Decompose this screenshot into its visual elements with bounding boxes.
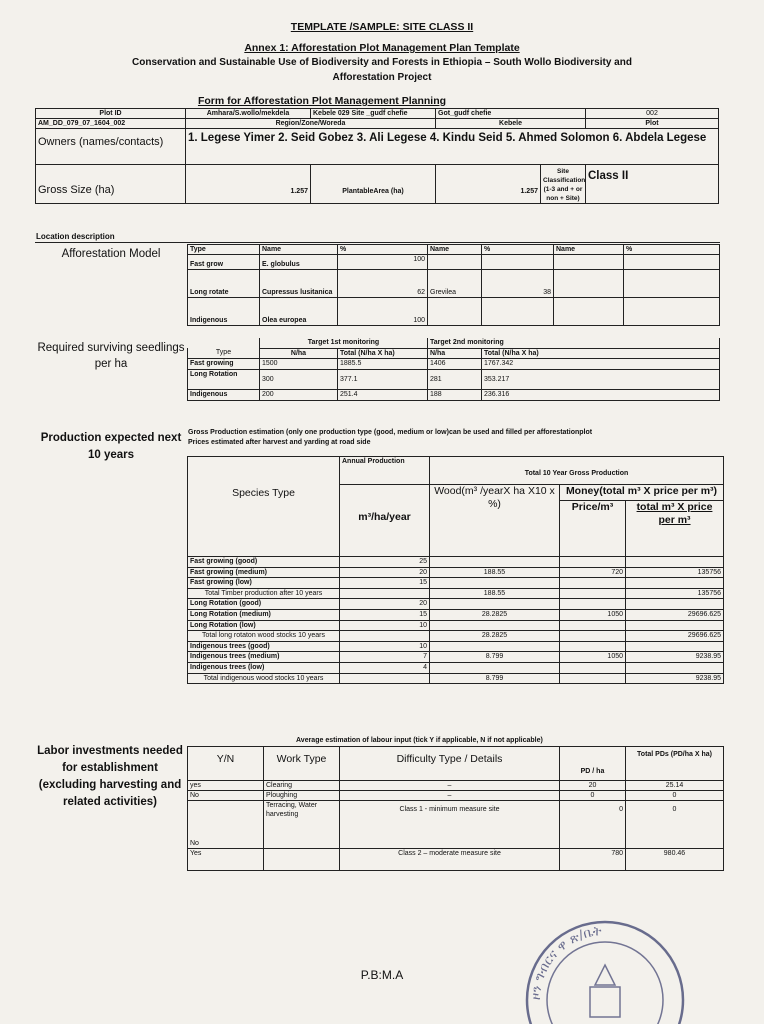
stamp-text: ዞን ግብርና ዋ ጽ/ቤት xyxy=(528,923,603,1001)
seedling-type: Long Rotation xyxy=(188,369,260,389)
labor-table xyxy=(187,746,724,871)
production-note: Gross Production estimation (only one production type (good, medium or low)can be used and filled per afforestationplot Prices estimated after harvest and yarding at road side xyxy=(188,429,593,446)
model-pct xyxy=(624,255,720,270)
labor-difficulty: Class 1 - minimum measure site xyxy=(340,801,560,849)
model-name: Olea europea xyxy=(260,298,338,326)
production-row-label: Total long rotaton wood stocks 10 years xyxy=(188,631,340,642)
model-pct: 62 xyxy=(338,270,428,298)
official-stamp-icon xyxy=(520,905,690,1024)
nha-header-2: N/ha xyxy=(428,348,482,358)
table-row xyxy=(188,255,720,270)
model-name xyxy=(428,298,482,326)
labor-pd: 0 xyxy=(560,801,626,849)
production-row-label: Long Rotation (low) xyxy=(188,620,340,631)
production-annual: 20 xyxy=(340,567,430,578)
table-row xyxy=(188,781,724,791)
seedling-n2: 188 xyxy=(428,389,482,400)
table-row xyxy=(188,599,724,610)
production-row-label: Long Rotation (medium) xyxy=(188,609,340,620)
kebele-label: Kebele xyxy=(436,119,586,129)
site-name: Got_gudf chefie xyxy=(436,109,586,119)
production-wood: 188.55 xyxy=(430,588,560,599)
production-wood: 8.799 xyxy=(430,652,560,663)
model-header-type: Type xyxy=(188,245,260,255)
labor-work: Ploughing xyxy=(264,791,340,801)
difficulty-header: Difficulty Type / Details xyxy=(340,747,560,781)
total-price-header: total m³ X price per m³ xyxy=(626,501,724,557)
model-name: Cupressus lusitanica xyxy=(260,270,338,298)
production-price xyxy=(560,631,626,642)
table-row xyxy=(188,389,720,400)
production-row-label: Indigenous trees (medium) xyxy=(188,652,340,663)
production-annual xyxy=(340,673,430,684)
seedling-t2: 353.217 xyxy=(482,369,720,389)
seedling-n1: 300 xyxy=(260,369,338,389)
model-name xyxy=(554,298,624,326)
location-description-label: Location description xyxy=(36,232,115,241)
production-wood: 28.2825 xyxy=(430,609,560,620)
model-pct xyxy=(482,298,554,326)
labor-total: 0 xyxy=(626,791,724,801)
model-header-name-3: Name xyxy=(554,245,624,255)
model-name xyxy=(554,270,624,298)
production-annual: 10 xyxy=(340,641,430,652)
m3-ha-year-header: m³/ha/year xyxy=(340,485,430,557)
owners-label: Owners (names/contacts) xyxy=(36,129,186,165)
site-class-value: Class II xyxy=(586,165,719,204)
production-annual: 10 xyxy=(340,620,430,631)
production-price xyxy=(560,620,626,631)
yn-header: Y/N xyxy=(188,747,264,781)
plantable-area-label: PlantableArea (ha) xyxy=(311,165,436,204)
project-line-2: Afforestation Project xyxy=(332,72,432,83)
owners-value: 1. Legese Yimer 2. Seid Gobez 3. Ali Legese 4. Kindu Seid 5. Ahmed Solomon 6. Abdela Legese xyxy=(186,129,719,165)
labor-difficulty: – xyxy=(340,781,560,791)
labor-difficulty: – xyxy=(340,791,560,801)
labor-pd: 0 xyxy=(560,791,626,801)
seedling-t2: 236.316 xyxy=(482,389,720,400)
production-row-label: Total Timber production after 10 years xyxy=(188,588,340,599)
seedling-n1: 200 xyxy=(260,389,338,400)
production-wood xyxy=(430,578,560,589)
production-wood xyxy=(430,641,560,652)
footer-text: P.B:M.A xyxy=(360,968,404,982)
pd-ha-header: PD / ha xyxy=(560,747,626,781)
production-row-label: Fast growing (low) xyxy=(188,578,340,589)
total-pds-header: Total PDs (PD/ha X ha) xyxy=(626,747,724,781)
model-name xyxy=(428,255,482,270)
region-label: Region/Zone/Woreda xyxy=(186,119,436,129)
plot-info-table xyxy=(35,108,719,204)
production-annual xyxy=(340,631,430,642)
table-row xyxy=(188,609,724,620)
labor-pd: 780 xyxy=(560,849,626,871)
total-header-1: Total (N/ha X ha) xyxy=(338,348,428,358)
production-price xyxy=(560,588,626,599)
seedling-t1: 377.1 xyxy=(338,369,428,389)
production-total: 9238.95 xyxy=(626,652,724,663)
model-pct xyxy=(482,255,554,270)
production-annual: 15 xyxy=(340,578,430,589)
production-row-label: Fast growing (good) xyxy=(188,557,340,568)
labor-pd: 20 xyxy=(560,781,626,791)
seedling-t1: 251.4 xyxy=(338,389,428,400)
production-price xyxy=(560,557,626,568)
seedling-t1: 1885.5 xyxy=(338,358,428,369)
model-type: Fast grow xyxy=(188,255,260,270)
model-pct: 100 xyxy=(338,255,428,270)
gross-size-label: Gross Size (ha) xyxy=(36,165,186,204)
nha-header-1: N/ha xyxy=(260,348,338,358)
production-price xyxy=(560,578,626,589)
model-type: Long rotate xyxy=(188,270,260,298)
model-header-pct-3: % xyxy=(624,245,720,255)
seedlings-table xyxy=(187,338,720,401)
svg-text:ዞን ግብርና ዋ ጽ/ቤት xyxy=(529,924,603,1000)
seedling-type: Indigenous xyxy=(188,389,260,400)
labor-yn: No xyxy=(188,791,264,801)
production-annual: 25 xyxy=(340,557,430,568)
production-rows xyxy=(188,557,724,684)
template-label: TEMPLATE /SAMPLE: SITE CLASS II xyxy=(290,21,474,33)
table-row xyxy=(188,358,720,369)
model-header-pct-1: % xyxy=(338,245,428,255)
labor-yn: No xyxy=(188,801,264,849)
table-row xyxy=(188,641,724,652)
production-total: 135756 xyxy=(626,567,724,578)
seedling-type: Fast growing xyxy=(188,358,260,369)
production-row-label: Indigenous trees (good) xyxy=(188,641,340,652)
model-pct xyxy=(624,270,720,298)
production-total: 29696.625 xyxy=(626,631,724,642)
form-title: Form for Afforestation Plot Management Planning xyxy=(197,95,447,107)
table-row xyxy=(188,298,720,326)
annex-title: Annex 1: Afforestation Plot Management Plan Template xyxy=(244,42,520,54)
kebele-code: Kebele 029 Site _gudf chefie xyxy=(311,109,436,119)
production-total xyxy=(626,641,724,652)
production-price xyxy=(560,662,626,673)
labor-work: Terracing, Water harvesting xyxy=(264,801,340,849)
labor-total: 980.46 xyxy=(626,849,724,871)
production-price: 1050 xyxy=(560,652,626,663)
table-row xyxy=(188,631,724,642)
model-header-pct-2: % xyxy=(482,245,554,255)
seedlings-type-header: Type xyxy=(188,348,260,358)
model-pct: 100 xyxy=(338,298,428,326)
labor-total: 25.14 xyxy=(626,781,724,791)
target-2-header: Target 2nd monitoring xyxy=(428,338,720,348)
production-label: Production expected next 10 years xyxy=(40,432,182,461)
target-1-header: Target 1st monitoring xyxy=(260,338,428,348)
seedlings-label: Required surviving seedlings per ha xyxy=(37,342,185,370)
seedling-n1: 1500 xyxy=(260,358,338,369)
price-header: Price/m³ xyxy=(560,501,626,557)
production-total xyxy=(626,662,724,673)
labor-yn: yes xyxy=(188,781,264,791)
total-gross-header: Total 10 Year Gross Production xyxy=(430,457,724,485)
species-type-header: Species Type xyxy=(188,457,340,557)
production-annual: 20 xyxy=(340,599,430,610)
model-name: E. globulus xyxy=(260,255,338,270)
labor-total: 0 xyxy=(626,801,724,849)
production-annual xyxy=(340,588,430,599)
table-row xyxy=(188,578,724,589)
divider xyxy=(35,242,720,243)
production-total: 135756 xyxy=(626,588,724,599)
production-total xyxy=(626,557,724,568)
work-type-header: Work Type xyxy=(264,747,340,781)
seedling-t2: 1767.342 xyxy=(482,358,720,369)
site-class-label: Site Classification (1-3 and + or non + Site) xyxy=(541,165,586,204)
table-row xyxy=(188,791,724,801)
production-total: 9238.95 xyxy=(626,673,724,684)
table-row xyxy=(188,652,724,663)
table-row xyxy=(188,620,724,631)
plantable-area-value: 1.257 xyxy=(436,165,541,204)
gross-size-value: 1.257 xyxy=(186,165,311,204)
table-row xyxy=(188,557,724,568)
model-pct: 38 xyxy=(482,270,554,298)
table-row xyxy=(188,588,724,599)
model-name: Grevilea xyxy=(428,270,482,298)
production-wood: 8.799 xyxy=(430,673,560,684)
plot-label: Plot xyxy=(586,119,719,129)
project-line-1: Conservation and Sustainable Use of Biodiversity and Forests in Ethiopia – South Wollo Biodiversity and xyxy=(132,57,632,68)
plot-number: 002 xyxy=(586,109,719,119)
production-wood xyxy=(430,599,560,610)
table-row xyxy=(188,270,720,298)
afforestation-model-label: Afforestation Model xyxy=(61,248,161,260)
production-wood: 28.2825 xyxy=(430,631,560,642)
production-row-label: Fast growing (medium) xyxy=(188,567,340,578)
production-row-label: Long Rotation (good) xyxy=(188,599,340,610)
production-row-label: Total indigenous wood stocks 10 years xyxy=(188,673,340,684)
table-row xyxy=(188,369,720,389)
production-annual: 7 xyxy=(340,652,430,663)
production-total: 29696.625 xyxy=(626,609,724,620)
labor-label: Labor investments needed for establishment (excluding harvesting and related activities) xyxy=(37,745,183,808)
table-row xyxy=(188,849,724,871)
model-type: Indigenous xyxy=(188,298,260,326)
plot-id: AM_DD_079_07_1604_002 xyxy=(36,119,186,129)
production-price xyxy=(560,673,626,684)
money-header: Money(total m³ X price per m³) xyxy=(560,485,724,501)
table-row xyxy=(188,567,724,578)
table-row xyxy=(188,801,724,849)
production-wood xyxy=(430,557,560,568)
production-total xyxy=(626,620,724,631)
afforestation-model-table xyxy=(187,244,720,326)
labor-avg-note: Average estimation of labour input (tick Y if applicable, N if not applicable) xyxy=(296,737,543,744)
seedling-n2: 281 xyxy=(428,369,482,389)
production-wood xyxy=(430,662,560,673)
labor-work: Clearing xyxy=(264,781,340,791)
wood-header: Wood(m³ /yearX ha X10 x %) xyxy=(430,485,560,557)
location: Amhara/S.wollo/mekdela xyxy=(186,109,311,119)
production-price: 720 xyxy=(560,567,626,578)
model-name xyxy=(554,255,624,270)
production-total xyxy=(626,599,724,610)
labor-yn: Yes xyxy=(188,849,264,871)
production-price xyxy=(560,599,626,610)
annual-production-header: Annual Production xyxy=(340,457,430,485)
production-table xyxy=(187,456,724,684)
production-wood xyxy=(430,620,560,631)
production-total xyxy=(626,578,724,589)
production-row-label: Indigenous trees (low) xyxy=(188,662,340,673)
production-wood: 188.55 xyxy=(430,567,560,578)
production-annual: 4 xyxy=(340,662,430,673)
table-row xyxy=(188,662,724,673)
production-annual: 15 xyxy=(340,609,430,620)
model-header-name-2: Name xyxy=(428,245,482,255)
seedling-n2: 1406 xyxy=(428,358,482,369)
model-header-name-1: Name xyxy=(260,245,338,255)
plot-id-label: Plot ID xyxy=(36,109,186,119)
production-price xyxy=(560,641,626,652)
production-price: 1050 xyxy=(560,609,626,620)
labor-work xyxy=(264,849,340,871)
total-header-2: Total (N/ha X ha) xyxy=(482,348,720,358)
model-pct xyxy=(624,298,720,326)
table-row xyxy=(188,673,724,684)
labor-difficulty: Class 2 – moderate measure site xyxy=(340,849,560,871)
